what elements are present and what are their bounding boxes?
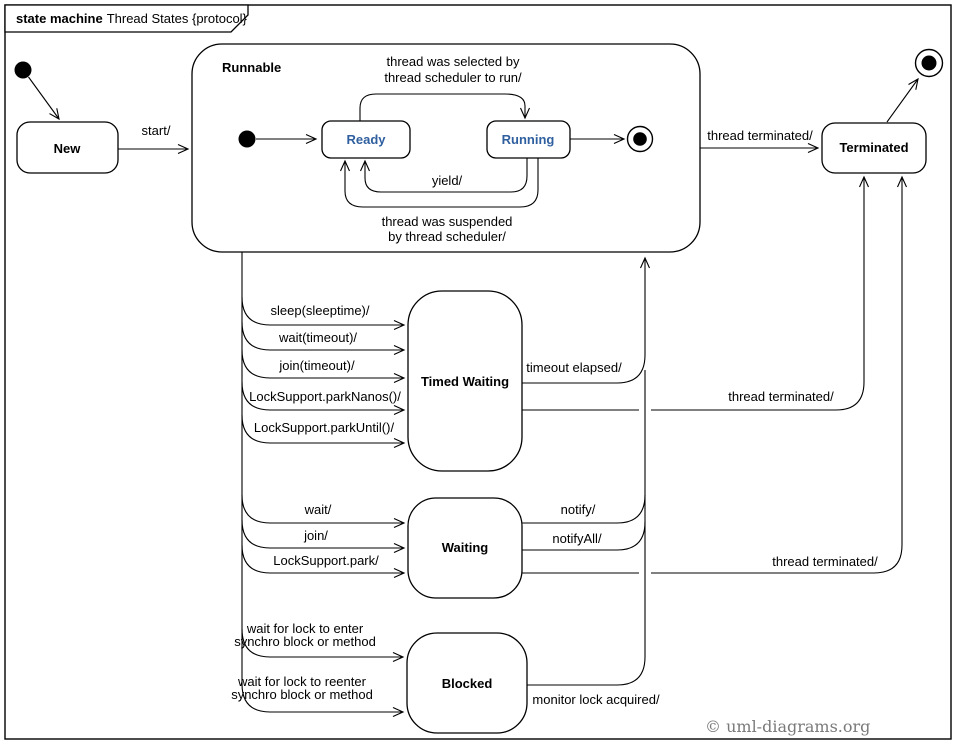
transition-park-until-label: LockSupport.parkUntil()/ — [253, 420, 395, 435]
transition-waiting-terminated-label: thread terminated/ — [772, 554, 878, 569]
composite-state-runnable — [192, 44, 700, 252]
state-waiting — [408, 498, 522, 598]
state-running-label: Running — [501, 132, 555, 147]
transition-terminated-to-final — [887, 79, 918, 122]
state-running — [487, 121, 570, 158]
transition-runnable-terminated-label: thread terminated/ — [707, 128, 813, 143]
transition-timed-terminated-label: thread terminated/ — [728, 389, 834, 404]
transition-sleep-label: sleep(sleeptime)/ — [270, 303, 370, 318]
state-terminated — [822, 123, 926, 173]
runnable-final-state — [628, 127, 653, 152]
state-new — [17, 122, 118, 173]
state-ready-label: Ready — [346, 132, 386, 147]
transition-lock-reenter-label-2: synchro block or method — [231, 687, 373, 702]
transition-timeout-elapsed-label: timeout elapsed/ — [526, 360, 622, 375]
diagram-title-keyword: state machine — [16, 11, 103, 26]
state-timed-waiting-label: Timed Waiting — [420, 374, 510, 389]
transition-start-label: start/ — [141, 123, 171, 138]
state-runnable-label: Runnable — [222, 60, 282, 75]
transition-scheduler-suspended-label-1: thread was suspended — [381, 214, 513, 229]
final-state-inner-dot — [922, 56, 937, 71]
state-waiting-label: Waiting — [441, 540, 489, 555]
transition-scheduler-selected-label-1: thread was selected by — [386, 54, 520, 69]
state-ready — [322, 121, 410, 158]
runnable-initial-state-dot — [239, 131, 256, 148]
transition-wait-timeout-label: wait(timeout)/ — [278, 330, 358, 345]
transition-join-label: join/ — [304, 528, 328, 543]
transition-scheduler-selected-label-2: thread scheduler to run/ — [384, 70, 522, 85]
transition-notify-label: notify/ — [560, 502, 596, 517]
diagram-title-name: Thread States {protocol} — [106, 11, 247, 26]
transition-scheduler-suspended-label-2: by thread scheduler/ — [388, 229, 506, 244]
transition-park-label: LockSupport.park/ — [273, 553, 379, 568]
state-terminated-label: Terminated — [839, 140, 909, 155]
copyright: © uml-diagrams.org — [705, 717, 871, 736]
transition-yield-label: yield/ — [431, 173, 463, 188]
state-blocked — [407, 633, 527, 733]
transition-lock-reenter-label-1: wait for lock to reenter — [238, 674, 366, 689]
transition-monitor-lock-label: monitor lock acquired/ — [532, 692, 660, 707]
state-new-label: New — [53, 141, 81, 156]
final-state — [916, 50, 943, 77]
initial-state-dot — [15, 62, 32, 79]
diagram-title — [16, 11, 248, 26]
transition-join-timeout-label: join(timeout)/ — [279, 358, 355, 373]
state-timed-waiting — [408, 291, 522, 471]
transition-wait-label: wait/ — [304, 502, 332, 517]
transition-initial-to-new — [29, 77, 60, 119]
transition-lock-enter-label-2: synchro block or method — [234, 634, 376, 649]
transition-notify-all-label: notifyAll/ — [552, 531, 602, 546]
final-state-inner-dot — [633, 132, 647, 146]
state-blocked-label: Blocked — [441, 676, 493, 691]
transition-lock-enter-label-1: wait for lock to enter — [246, 621, 364, 636]
transition-park-nanos-label: LockSupport.parkNanos()/ — [249, 389, 401, 404]
transition-monitor-lock — [527, 370, 645, 685]
